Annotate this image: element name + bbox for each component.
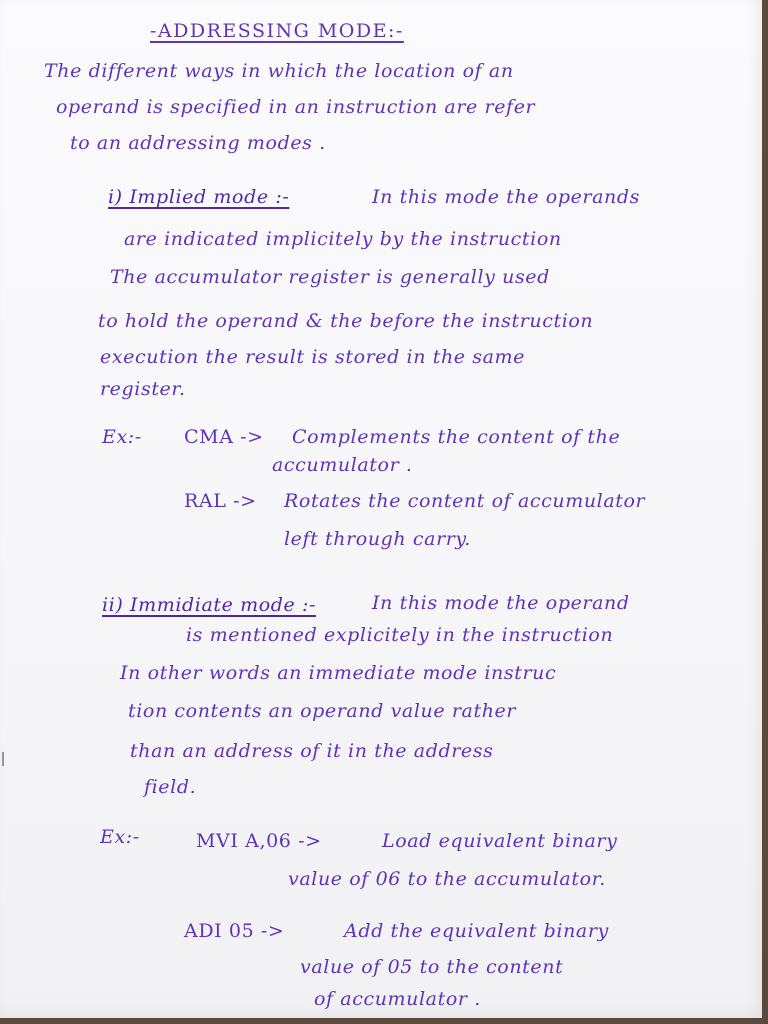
implied-line-2: are indicated implicitely by the instruction [124,228,562,250]
implied-line-1: In this mode the operands [372,186,640,208]
implied-line-5: execution the result is stored in the same [100,346,525,368]
immediate-example-1-code: MVI A,06 -> [196,830,322,852]
immediate-line-1: In this mode the operand [372,592,630,614]
immediate-example-1-desc-2: value of 06 to the accumulator. [288,868,606,890]
implied-example-2-desc-2: left through carry. [284,528,471,550]
immediate-example-1-desc-1: Load equivalent binary [382,830,618,852]
immediate-example-2-desc-3: of accumulator . [314,988,481,1010]
intro-line-2: operand is specified in an instruction are refer [56,96,536,118]
immediate-line-2: is mentioned explicitely in the instruction [186,624,614,646]
implied-example-2-desc-1: Rotates the content of accumulator [284,490,646,512]
immediate-line-6: field. [144,776,197,798]
margin-mark [2,752,8,766]
implied-example-1-desc-1: Complements the content of the [292,426,621,448]
immediate-line-5: than an address of it in the address [130,740,494,762]
immediate-mode-heading: ii) Immidiate mode :- [102,594,317,616]
implied-example-label: Ex:- [102,426,142,448]
immediate-example-label: Ex:- [100,826,140,848]
implied-example-2-code: RAL -> [184,490,257,512]
immediate-example-2-desc-2: value of 05 to the content [300,956,564,978]
implied-mode-heading: i) Implied mode :- [108,186,290,208]
immediate-example-2-code: ADI 05 -> [184,920,285,942]
page-title: -ADDRESSING MODE:- [150,20,404,42]
implied-example-1-desc-2: accumulator . [272,454,413,476]
implied-line-4: to hold the operand & the before the instruction [98,310,594,332]
intro-line-1: The different ways in which the location of an [44,60,514,82]
immediate-example-2-desc-1: Add the equivalent binary [344,920,609,942]
implied-example-1-code: CMA -> [184,426,264,448]
implied-line-3: The accumulator register is generally used [110,266,550,288]
immediate-line-3: In other words an immediate mode instruc [120,662,557,684]
immediate-line-4: tion contents an operand value rather [128,700,517,722]
implied-line-6: register. [100,378,186,400]
intro-line-3: to an addressing modes . [70,132,326,154]
